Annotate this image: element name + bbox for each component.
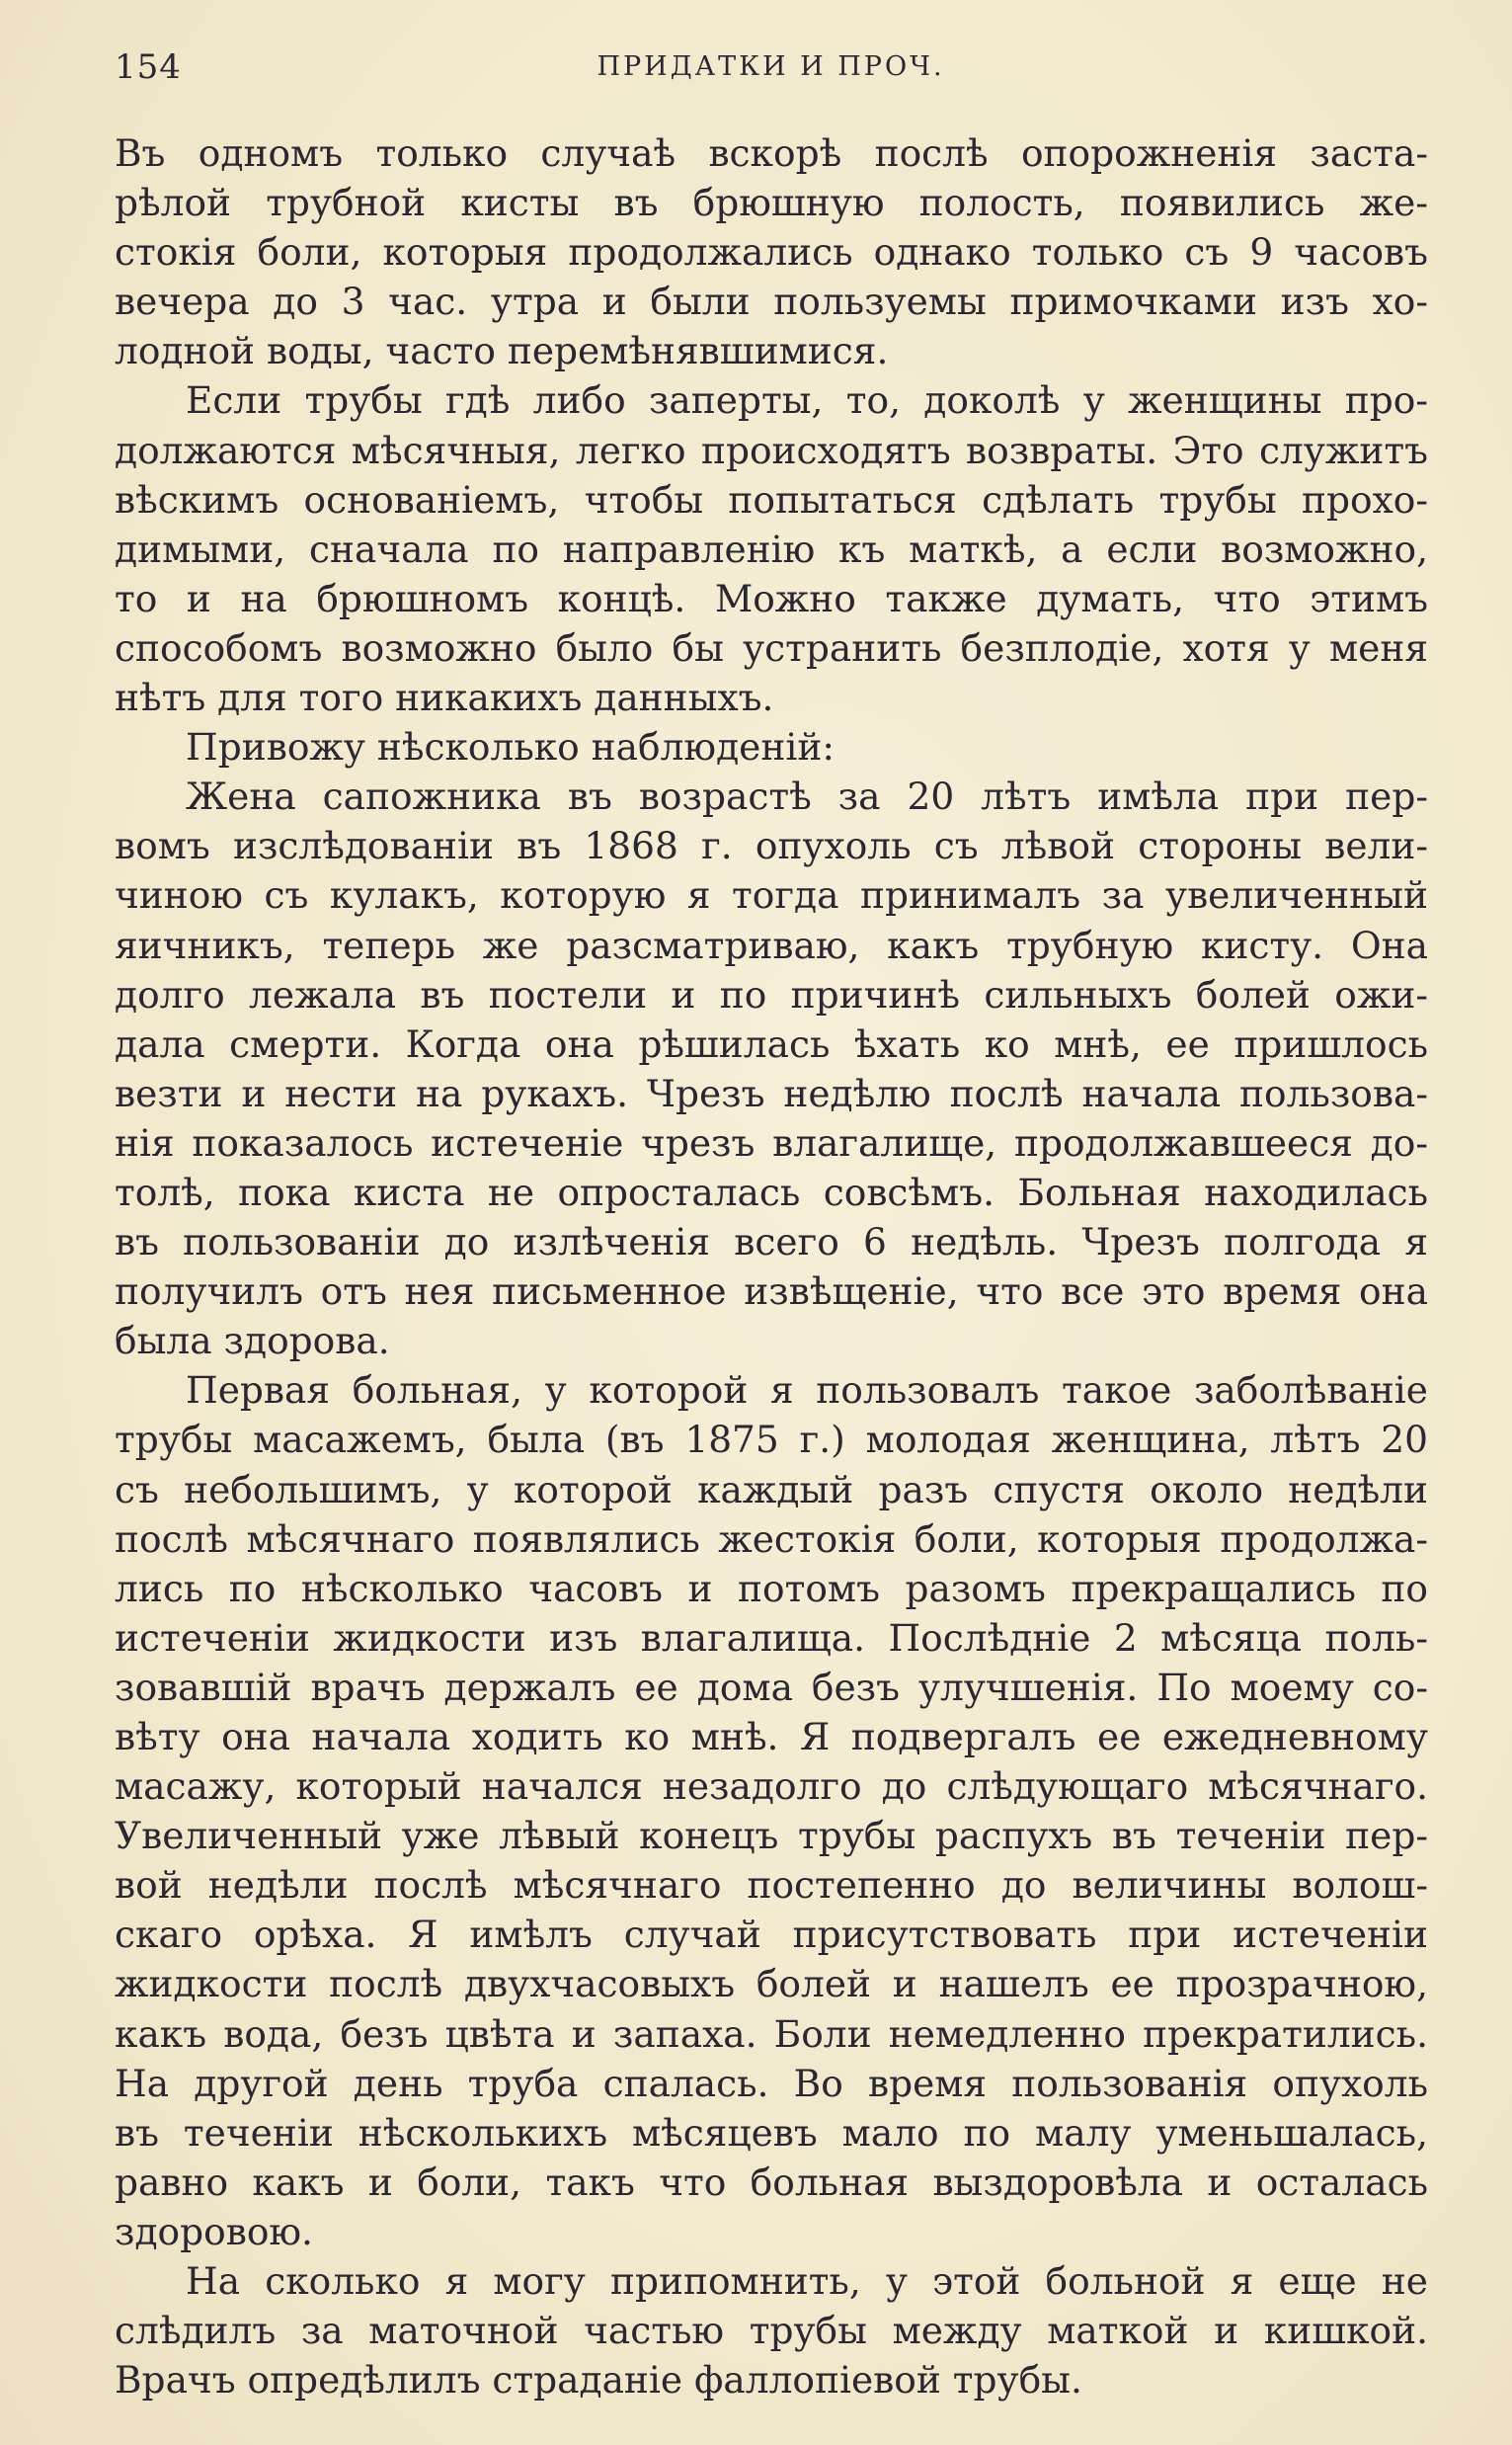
text-line: Въ одномъ только случаѣ вскорѣ послѣ опорожненія заста- bbox=[115, 131, 1428, 175]
text-line: Если трубы гдѣ либо заперты, то, доколѣ у женщины про- bbox=[186, 378, 1428, 423]
text-line: нѣтъ для того никакихъ данныхъ. bbox=[115, 676, 774, 720]
text-line: Жена сапожника въ возрастѣ за 20 лѣтъ имѣла при пер- bbox=[186, 774, 1428, 819]
text-line: получилъ отъ нея письменное извѣщеніе, что все это время она bbox=[115, 1269, 1428, 1314]
text-line: вомъ изслѣдованіи въ 1868 г. опухоль съ лѣвой стороны вели- bbox=[115, 824, 1428, 868]
text-line: была здорова. bbox=[115, 1319, 390, 1363]
text-line: здоровою. bbox=[115, 2209, 313, 2253]
text-line: вой недѣли послѣ мѣсячнаго постепенно до величины волош- bbox=[115, 1863, 1428, 1908]
text-line: яичникъ, теперь же разсматриваю, какъ трубную кисту. Она bbox=[115, 923, 1428, 967]
page-header bbox=[115, 47, 1427, 87]
text-line: въ теченіи нѣсколькихъ мѣсяцевъ мало по малу уменьшалась, bbox=[115, 2110, 1428, 2155]
text-line: послѣ мѣсячнаго появлялись жестокія боли, которыя продолжа- bbox=[115, 1516, 1428, 1561]
text-line: На сколько я могу припомнить, у этой больной я еще не bbox=[186, 2259, 1428, 2304]
text-line: нія показалось истеченіе чрезъ влагалище, продолжавшееся до- bbox=[115, 1120, 1428, 1165]
running-head: ПРИДАТКИ И ПРОЧ. bbox=[597, 51, 945, 82]
text-line: скаго орѣха. Я имѣлъ случай присутствовать при истеченіи bbox=[115, 1913, 1428, 1957]
text-line: зовавшій врачъ держалъ ее дома безъ улучшенія. По моему со- bbox=[115, 1665, 1428, 1709]
text-line: Врачъ опредѣлилъ страданіе фаллопіевой трубы. bbox=[115, 2358, 1082, 2403]
text-line: долго лежала въ постели и по причинѣ сильныхъ болей ожи- bbox=[115, 972, 1428, 1017]
text-line: чиною съ кулакъ, которую я тогда принималъ за увеличенный bbox=[115, 873, 1428, 918]
text-line: Привожу нѣсколько наблюденій: bbox=[186, 725, 835, 770]
body-text bbox=[115, 128, 1428, 2404]
text-line: то и на брюшномъ концѣ. Можно также думать, что этимъ bbox=[115, 576, 1428, 620]
text-line: должаются мѣсячныя, легко происходятъ возвраты. Это служитъ bbox=[115, 428, 1428, 472]
text-line: слѣдилъ за маточной частью трубы между маткой и кишкой. bbox=[115, 2309, 1428, 2353]
text-line: стокія боли, которыя продолжались однако только съ 9 часовъ bbox=[115, 230, 1428, 275]
text-line: въ пользованіи до излѣченія всего 6 недѣль. Чрезъ полгода я bbox=[115, 1220, 1428, 1264]
text-line: способомъ возможно было бы устранить безплодіе, хотя у меня bbox=[115, 625, 1428, 670]
text-line: везти и нести на рукахъ. Чрезъ недѣлю послѣ начала пользова- bbox=[115, 1071, 1428, 1115]
text-line: равно какъ и боли, такъ что больная выздоровѣла и осталась bbox=[115, 2160, 1428, 2204]
text-line: жидкости послѣ двухчасовыхъ болей и нашелъ ее прозрачною, bbox=[115, 1962, 1428, 2006]
text-line: димыми, сначала по направленію къ маткѣ, а если возможно, bbox=[115, 527, 1428, 571]
text-line: Первая больная, у которой я пользовалъ такое заболѣваніе bbox=[186, 1368, 1428, 1413]
page-number: 154 bbox=[115, 47, 182, 87]
text-line: дала смерти. Когда она рѣшилась ѣхать ко мнѣ, ее пришлось bbox=[115, 1021, 1428, 1066]
text-line: масажу, который начался незадолго до слѣдующаго мѣсячнаго. bbox=[115, 1764, 1428, 1809]
text-line: Увеличенный уже лѣвый конецъ трубы распухъ въ теченіи пер- bbox=[115, 1814, 1428, 1858]
text-line: трубы масажемъ, была (въ 1875 г.) молодая женщина, лѣтъ 20 bbox=[115, 1418, 1428, 1462]
text-line: съ небольшимъ, у которой каждый разъ спустя около недѣли bbox=[115, 1467, 1428, 1511]
text-line: вѣту она начала ходить ко мнѣ. Я подвергалъ ее ежедневному bbox=[115, 1715, 1428, 1758]
text-line: лись по нѣсколько часовъ и потомъ разомъ прекращались по bbox=[115, 1566, 1428, 1610]
text-line: На другой день труба спалась. Во время пользованія опухоль bbox=[115, 2061, 1428, 2105]
text-line: какъ вода, безъ цвѣта и запаха. Боли немедленно прекратились. bbox=[115, 2011, 1428, 2056]
text-line: лодной воды, часто перемѣнявшимися. bbox=[115, 329, 889, 373]
text-line: толѣ, пока киста не опросталась совсѣмъ. Больная находилась bbox=[115, 1170, 1428, 1214]
text-line: истеченіи жидкости изъ влагалища. Послѣдніе 2 мѣсяца поль- bbox=[115, 1615, 1428, 1660]
text-line: вечера до 3 час. утра и были пользуемы примочками изъ хо- bbox=[115, 280, 1428, 324]
text-line: вѣскимъ основаніемъ, чтобы попытаться сдѣлать трубы прохо- bbox=[115, 477, 1428, 522]
text-line: рѣлой трубной кисты въ брюшную полость, появились же- bbox=[115, 181, 1428, 225]
